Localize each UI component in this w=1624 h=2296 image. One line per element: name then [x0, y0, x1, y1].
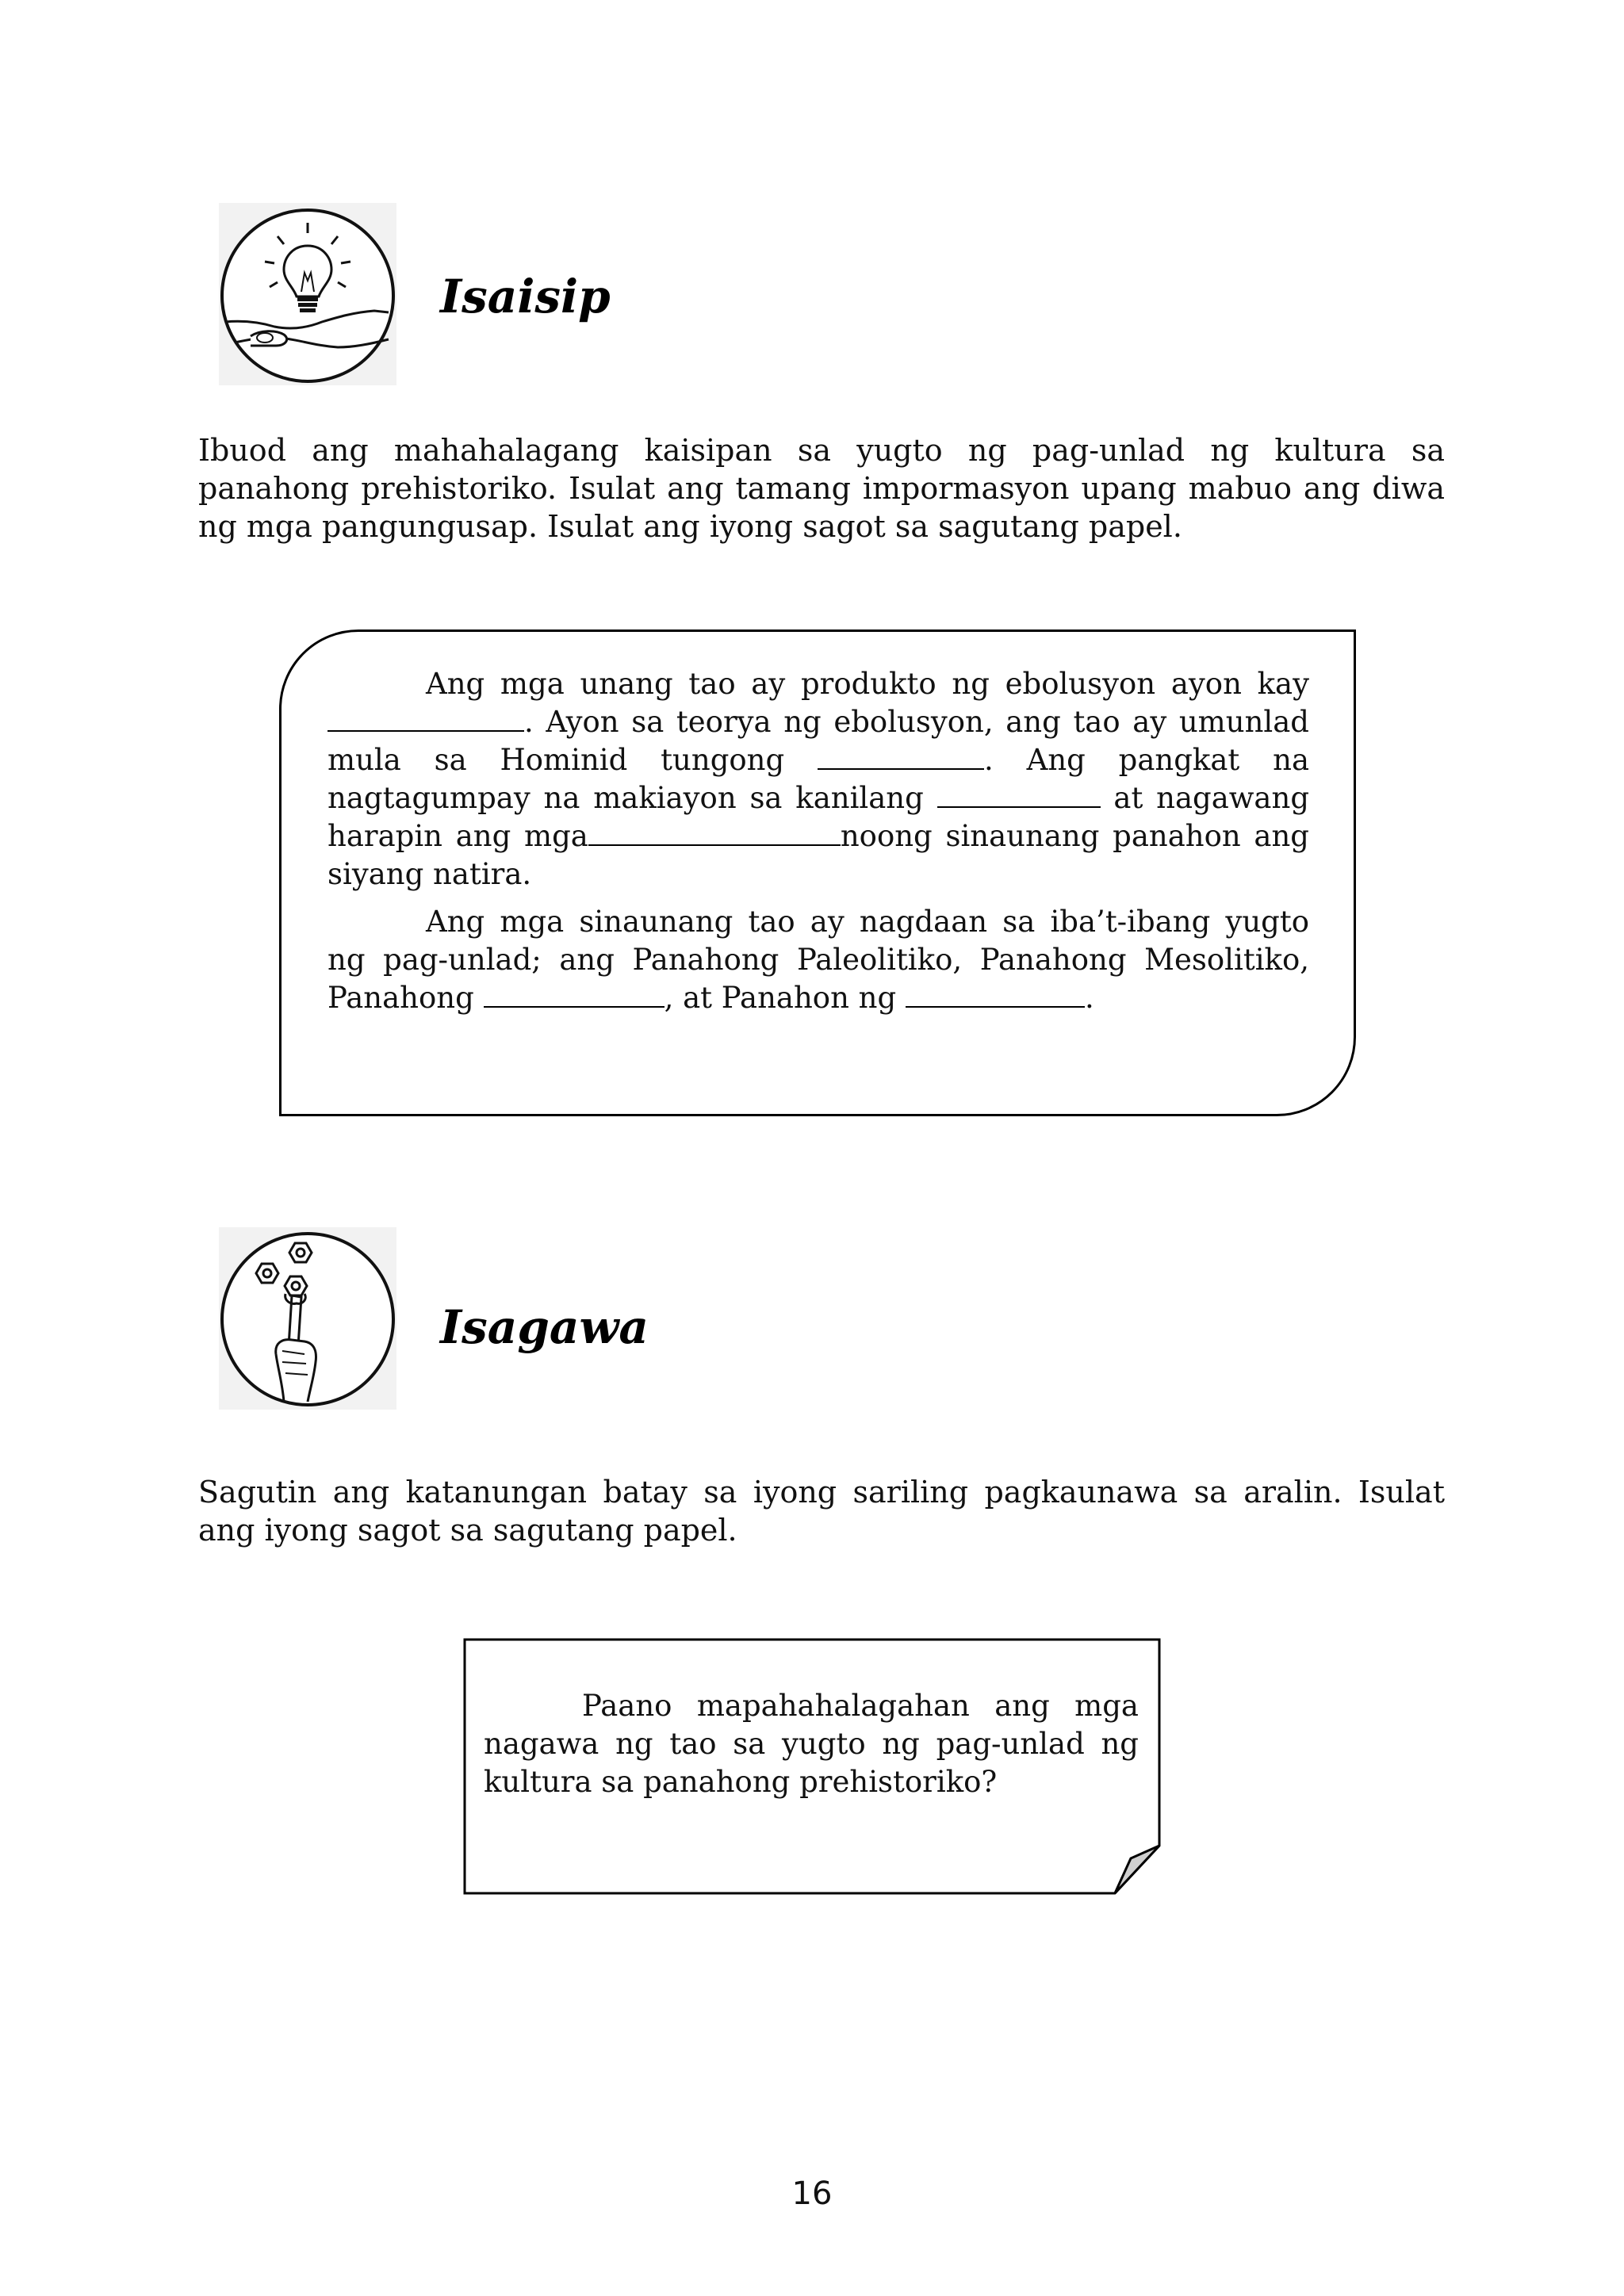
question-text: Paano mapahahalagahan ang mga nagawa ng tao sa yugto ng pag-unlad ng kultura sa panahong prehistoriko? — [484, 1689, 1139, 1799]
section-title-isaisip: Isaisip — [440, 270, 611, 323]
answer-blank-3[interactable] — [937, 806, 1101, 808]
summary-box — [279, 629, 1356, 1116]
wrench-gears-hand-icon — [219, 1227, 396, 1410]
answer-blank-5[interactable] — [484, 1005, 665, 1008]
answer-blank-1[interactable] — [327, 729, 524, 732]
summary-paragraph-1: Ang mga unang tao ay produkto ng ebolusyon ayon kay . Ayon sa teorya ng ebolusyon, ang tao ay umunlad mula sa Hominid tungong . Ang pangkat na nagtagumpay na makiayon sa kanilang at nagawang harapin ang mga noong sinaunang panahon ang siyang natira. — [327, 667, 1310, 891]
question-note-box — [463, 1638, 1161, 1895]
answer-blank-2[interactable] — [818, 767, 984, 770]
answer-blank-4[interactable] — [588, 844, 841, 846]
page-number: 16 — [791, 2175, 833, 2212]
isagawa-instructions: Sagutin ang katanungan batay sa iyong sariling pagkaunawa sa aralin. Isulat ang iyong sagot sa sagutang papel. — [198, 1475, 1445, 1548]
section-title-isagawa: Isagawa — [440, 1300, 649, 1354]
isaisip-instructions: Ibuod ang mahahalagang kaisipan sa yugto ng pag-unlad ng kultura sa panahong prehistoriko. Isulat ang tamang impormasyon upang mabuo ang diwa ng mga pangungusap. Isulat ang iyong sagot sa sagutang papel. — [198, 433, 1445, 544]
answer-blank-6[interactable] — [906, 1005, 1085, 1008]
lightbulb-hand-icon — [219, 203, 396, 385]
summary-paragraph-2: Ang mga sinaunang tao ay nagdaan sa iba’t-ibang yugto ng pag-unlad; ang Panahong Paleolitiko, Panahong Mesolitiko, Panahong , at Panahon ng . — [327, 905, 1309, 1015]
